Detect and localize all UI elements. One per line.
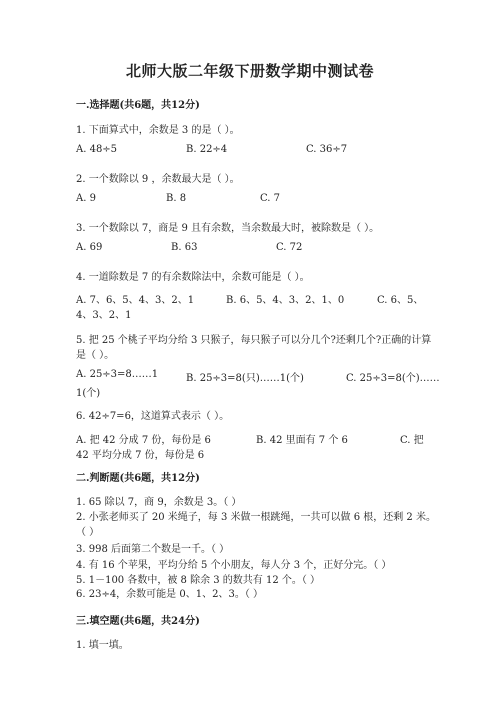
judgment-item: 1. 65 除以 7，商 9，余数是 3。（ ）: [76, 497, 242, 508]
question-stem: 3. 一个数除以 7，商是 9 且有余数，当余数最大时，被除数是（ ）。: [76, 223, 380, 234]
option-b: B. 42 里面有 7 个 6: [256, 435, 348, 446]
section-heading-true-false: 二.判断题(共6题，共12分): [76, 473, 200, 484]
judgment-item-continued: （ ）: [76, 527, 100, 538]
question-stem: 1. 填一填。: [76, 640, 129, 651]
option-c: C. 25÷3=8(个)……: [346, 373, 440, 384]
option-b: B. 22÷4: [186, 144, 228, 155]
judgment-item: 2. 小张老师买了 20 米绳子，每 3 米做一根跳绳，一共可以做 6 根，还剩 2 米。: [76, 512, 436, 523]
option-a: A. 9: [76, 193, 96, 204]
option-c: C. 36÷7: [306, 144, 348, 155]
question-stem: 1. 下面算式中，余数是 3 的是（ ）。: [76, 125, 240, 136]
option-c-continued: 42 平均分成 7 份，每份是 6: [76, 450, 205, 461]
option-c-continued: 4、3、2、1: [76, 310, 132, 321]
option-b: B. 63: [171, 242, 198, 253]
section-heading-fill-in: 三.填空题(共6题，共24分): [76, 616, 200, 627]
option-a: A. 48÷5: [76, 144, 118, 155]
section-heading-multiple-choice: 一.选择题(共6题，共12分): [76, 100, 200, 111]
option-c: C. 72: [276, 242, 303, 253]
question-stem: 2. 一个数除以 9 ，余数最大是（ ）。: [76, 174, 240, 185]
option-c: C. 6、5、: [377, 295, 424, 306]
option-c: C. 7: [260, 193, 281, 204]
option-c-continued: 1(个): [76, 388, 101, 399]
page-title: 北师大版二年级下册数学期中测试卷: [125, 62, 374, 80]
option-a: A. 把 42 分成 7 份，每份是 6: [76, 435, 211, 446]
option-a: A. 69: [76, 242, 103, 253]
judgment-item: 5. 1－100 各数中，被 8 除余 3 的数共有 12 个。（ ）: [76, 575, 321, 586]
question-stem-continued: 是（ ）。: [76, 350, 115, 361]
judgment-item: 6. 23÷4，余数可能是 0、1、2、3。（ ）: [76, 589, 263, 600]
question-stem: 5. 把 25 个桃子平均分给 3 只猴子，每只猴子可以分几个?还剩几个?正确的计算: [76, 335, 432, 346]
option-a: A. 7、6、5、4、3、2、1: [76, 295, 195, 306]
option-b: B. 25÷3=8(只)……1(个): [186, 373, 304, 384]
option-c: C. 把: [400, 435, 424, 446]
question-stem: 4. 一道除数是 7 的有余数除法中，余数可能是（ ）。: [76, 272, 310, 283]
judgment-item: 4. 有 16 个苹果，平均分给 5 个小朋友，每人分 3 个，正好分完。（ ）: [76, 560, 392, 571]
option-b: B. 6、5、4、3、2、1、0: [226, 295, 345, 306]
judgment-item: 3. 998 后面第二个数是一千。（ ）: [76, 544, 230, 555]
option-b: B. 8: [166, 193, 187, 204]
question-stem: 6. 42÷7=6，这道算式表示（ ）。: [76, 411, 230, 422]
option-a: A. 25÷3=8……1: [76, 369, 159, 380]
